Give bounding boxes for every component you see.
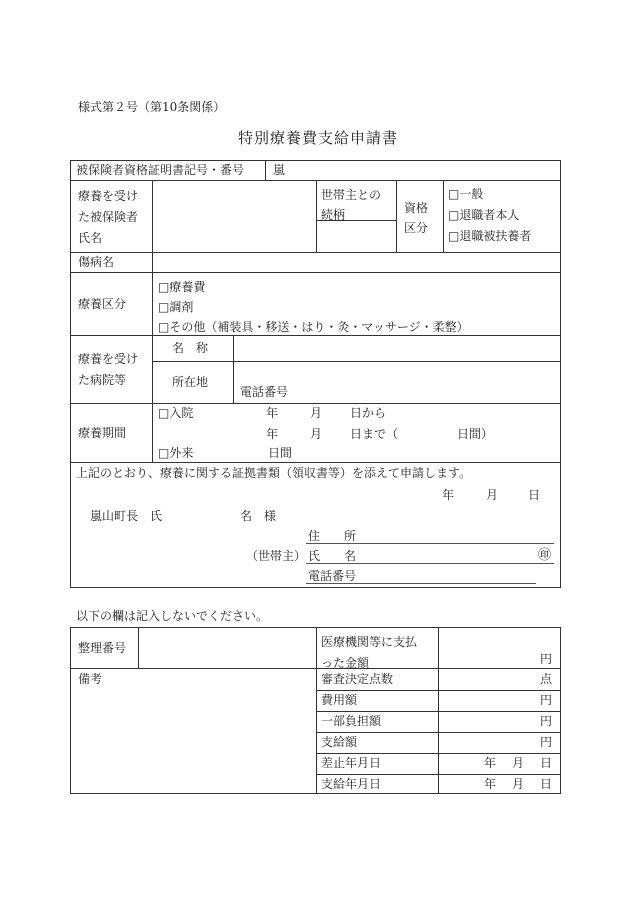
hospital-name-field[interactable] <box>234 336 560 360</box>
form-number: 様式第２号（第10条関係） <box>78 100 226 114</box>
reference-number-label: 整理番号 <box>78 641 127 655</box>
checkbox-retiree-dependent[interactable]: □退職被扶養者 <box>448 229 532 243</box>
disease-label: 傷病名 <box>78 255 115 269</box>
checkbox-other[interactable]: □その他（補装具・移送・はり・灸・マッサージ・柔整） <box>158 320 469 334</box>
patient-name-label: 療養を受け た被保険者 氏名 <box>78 189 139 245</box>
qualification-label: 資格 区分 <box>404 201 429 235</box>
review-points-label: 審査決定点数 <box>321 672 394 686</box>
householder-label: （世帯主） <box>246 549 307 563</box>
payment-date-label: 支給年月日 <box>321 777 382 791</box>
page-title: 特別療養費支給申請書 <box>238 129 399 147</box>
hospital-label: 療養を受け た病院等 <box>78 352 139 387</box>
disease-field[interactable] <box>153 253 560 271</box>
payment-date-month: 月 <box>512 777 525 791</box>
period-to-day: 日まで（ <box>350 427 399 441</box>
hospital-name-label: 名 称 <box>172 341 209 355</box>
date-month: 月 <box>486 488 499 502</box>
qualification-options <box>448 184 531 247</box>
suspension-date-month: 月 <box>512 756 525 770</box>
period-from-year: 年 <box>266 406 279 420</box>
checkbox-general[interactable]: □一般 <box>448 187 484 201</box>
seal-mark: ㊞ <box>538 548 552 563</box>
period-to-year: 年 <box>266 427 279 441</box>
address-line[interactable] <box>306 543 554 544</box>
review-points-unit: 点 <box>540 672 553 686</box>
patient-name-field[interactable] <box>153 181 315 251</box>
date-year: 年 <box>442 488 455 502</box>
hospital-phone-label: 電話番号 <box>240 385 289 399</box>
remarks-label: 備考 <box>78 672 103 686</box>
period-days: 日間） <box>457 427 494 441</box>
payment-date-year: 年 <box>484 777 497 791</box>
treatment-options <box>158 277 469 337</box>
suspension-date-label: 差止年月日 <box>321 756 382 770</box>
period-from-month: 月 <box>310 406 323 420</box>
office-use-note: 以下の欄は記入しないでください。 <box>76 609 269 623</box>
period-label: 療養期間 <box>78 426 127 440</box>
payment-date-day: 日 <box>540 777 553 791</box>
payment-amount-unit: 円 <box>540 735 553 749</box>
name-line[interactable] <box>306 563 554 564</box>
hospital-address-label: 所在地 <box>172 375 209 389</box>
copay-amount-label: 一部負担額 <box>321 714 382 728</box>
period-from-day: 日から <box>350 406 387 420</box>
applicant-phone-label: 電話番号 <box>308 569 357 583</box>
address-label: 住 所 <box>308 529 357 543</box>
paid-unit: 円 <box>540 652 553 666</box>
applicant-name-label: 氏 名 <box>308 549 357 563</box>
addressee: 嵐山町長 氏 <box>90 509 163 523</box>
relationship-label: 世帯主との 続柄 <box>321 188 382 222</box>
checkbox-inpatient[interactable]: □入院 <box>158 406 194 420</box>
suspension-date-year: 年 <box>484 756 497 770</box>
insurance-id-value[interactable]: 嵐 <box>273 163 286 177</box>
phone-line[interactable] <box>306 583 536 584</box>
treatment-type-label: 療養区分 <box>78 297 127 311</box>
date-day: 日 <box>528 488 541 502</box>
cost-amount-label: 費用額 <box>321 693 358 707</box>
checkbox-dispensing[interactable]: □調剤 <box>158 300 194 314</box>
cost-amount-unit: 円 <box>540 693 553 707</box>
declaration-text: 上記のとおり、療養に関する証拠書類（領収書等）を添えて申請します。 <box>76 466 472 480</box>
relationship-field[interactable] <box>317 221 395 251</box>
insurance-id-label: 被保険者資格証明書記号・番号 <box>76 163 245 177</box>
payment-amount-label: 支給額 <box>321 735 358 749</box>
copay-amount-unit: 円 <box>540 714 553 728</box>
checkbox-medical-care[interactable]: □療養費 <box>158 280 206 294</box>
checkbox-retiree[interactable]: □退職者本人 <box>448 208 520 222</box>
outpatient-days: 日間 <box>268 446 293 460</box>
checkbox-outpatient[interactable]: □外来 <box>158 446 194 460</box>
period-to-month: 月 <box>310 427 323 441</box>
suspension-date-day: 日 <box>540 756 553 770</box>
addressee-suffix: 名 様 <box>240 509 277 523</box>
paid-to-institution-label: 医療機関等に支払 った金額 <box>321 635 418 670</box>
